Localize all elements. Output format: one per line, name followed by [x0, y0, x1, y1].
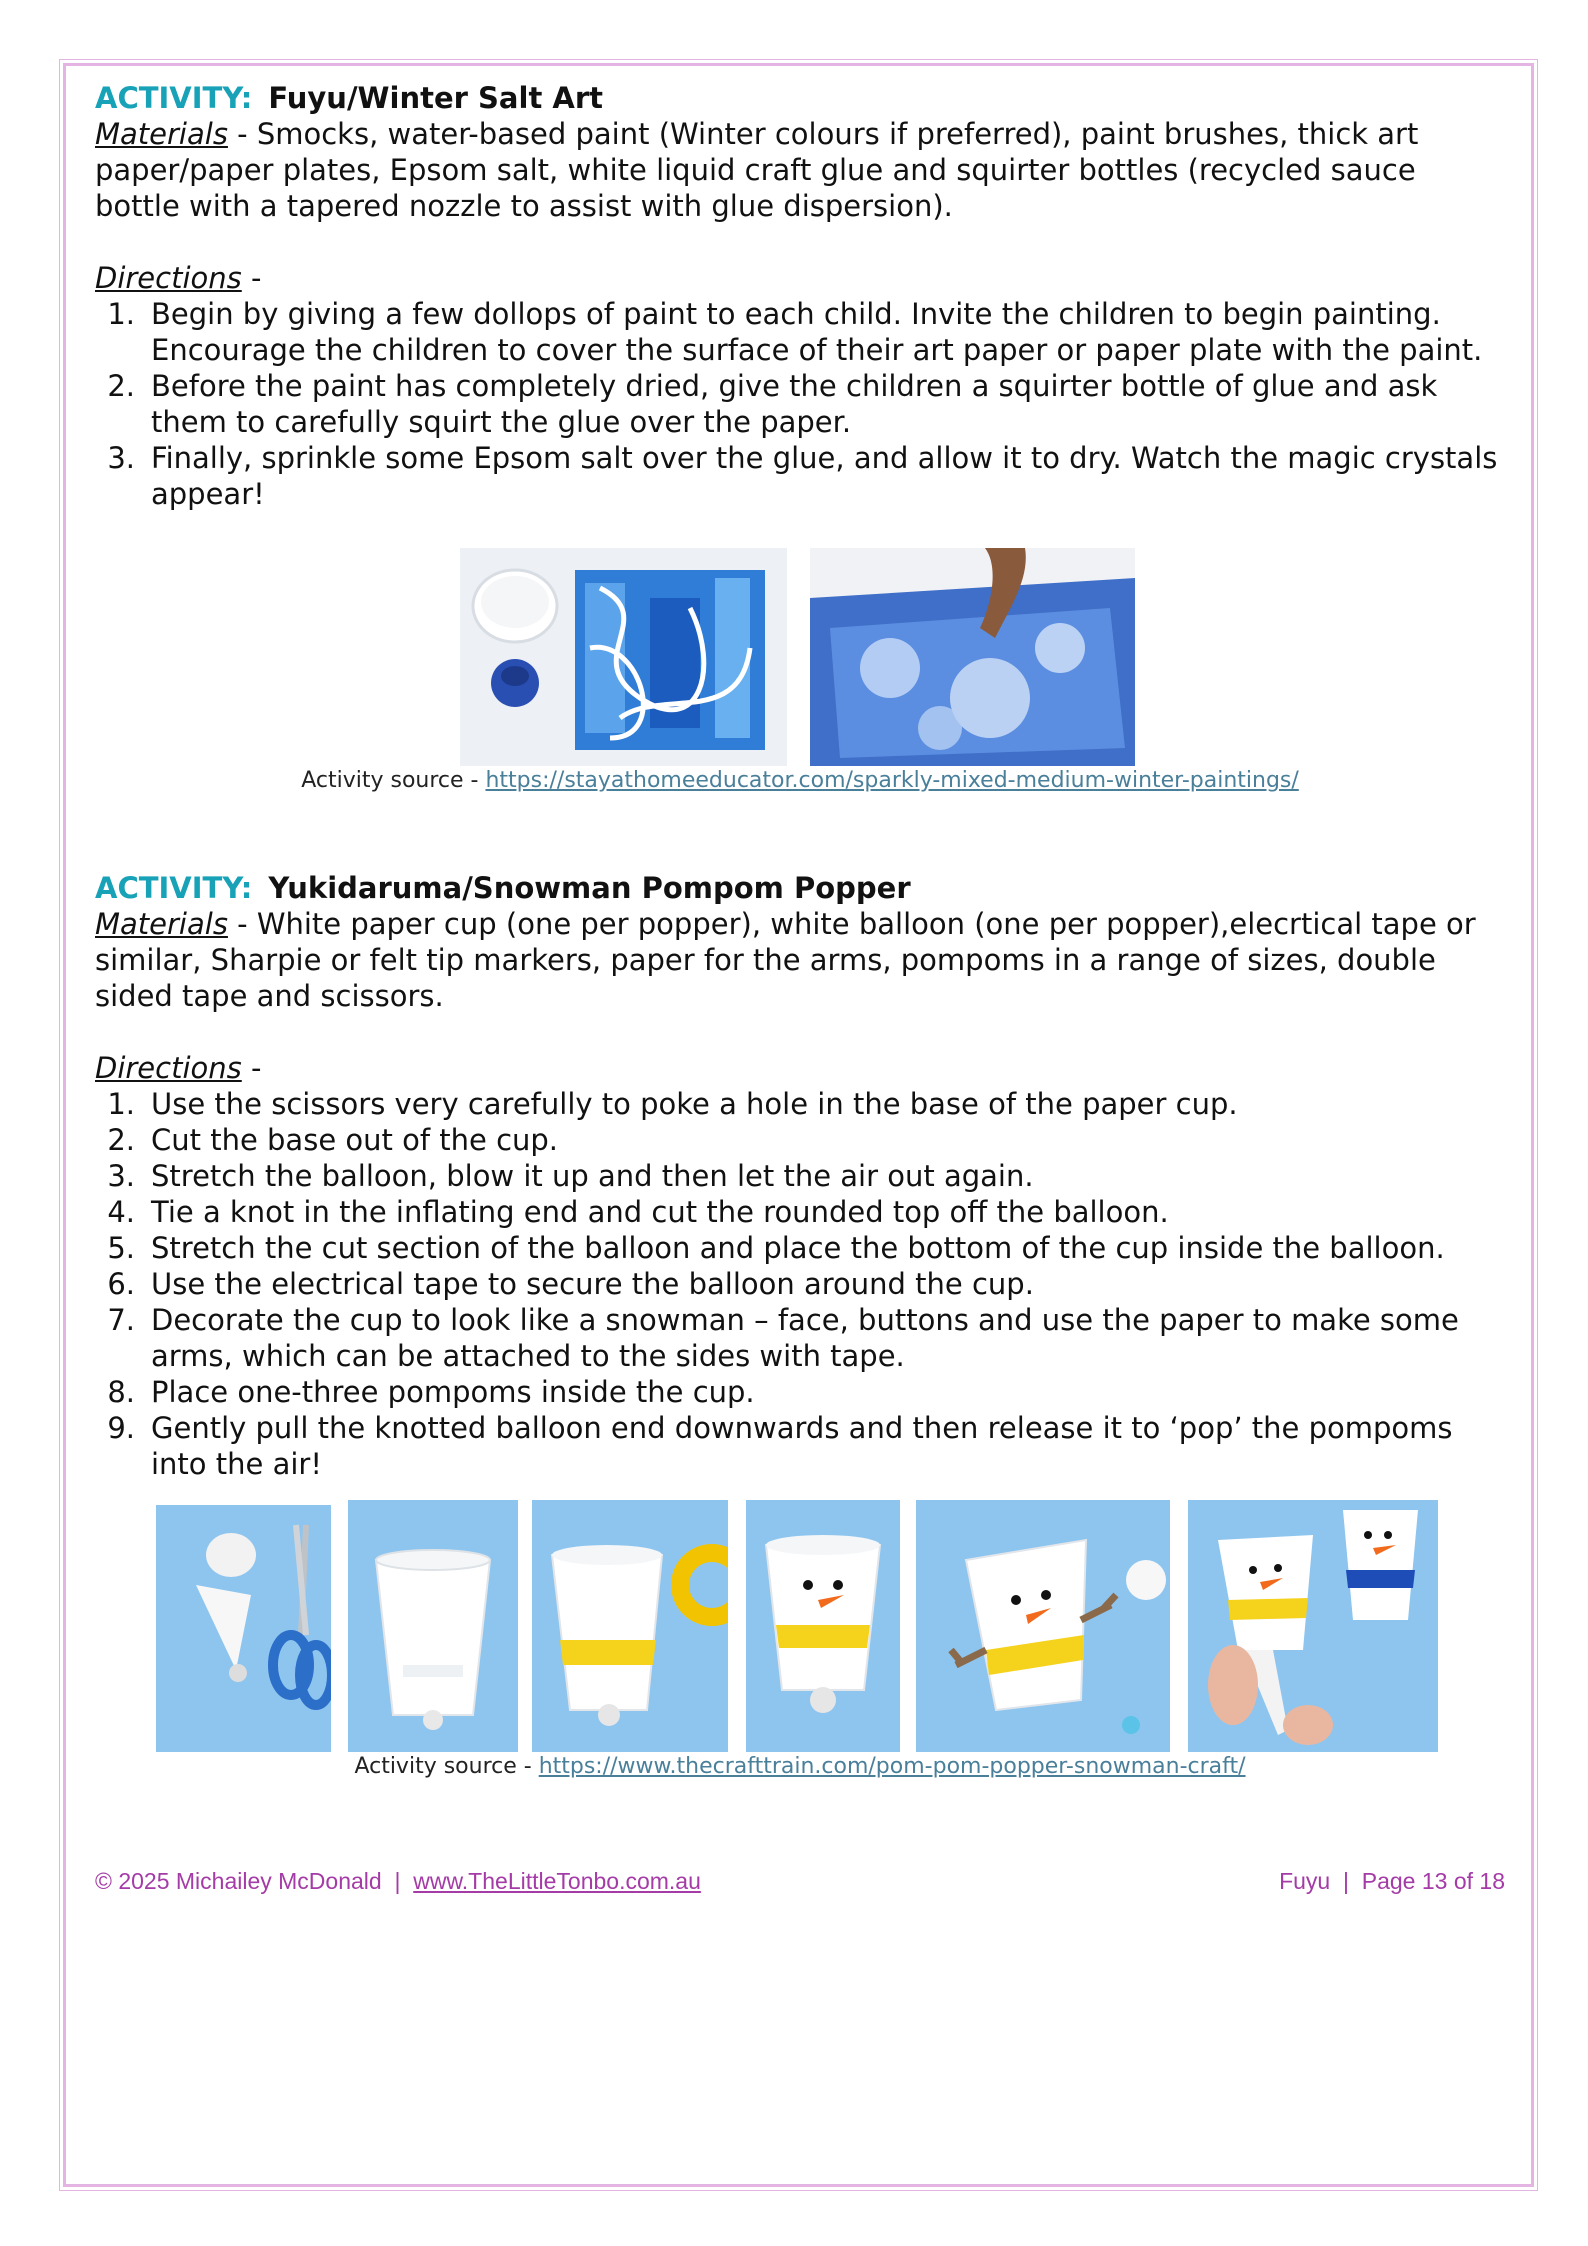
step-number: 8. — [107, 1375, 135, 1409]
direction-step — [95, 1374, 1505, 1410]
activity-source-salt-art: Activity source - https://stayathomeeducator.com/sparkly-mixed-medium-winter-paintings/ — [301, 768, 1299, 793]
step-number: 9. — [107, 1411, 135, 1445]
step-number: 2. — [107, 369, 135, 403]
directions-label: Directions — [95, 1051, 242, 1085]
activity-section-snowman — [95, 870, 1505, 1482]
activity-title: Yukidaruma/Snowman Pompom Popper — [268, 871, 911, 905]
step-number: 3. — [107, 441, 135, 475]
salt-art-illustration — [460, 548, 787, 766]
direction-step — [95, 1266, 1505, 1302]
materials-label: Materials — [95, 907, 228, 941]
footer-website-link[interactable]: www.TheLittleTonbo.com.au — [413, 1868, 701, 1894]
activity-heading-snowman — [95, 870, 1505, 906]
activity-keyword: ACTIVITY: — [95, 871, 253, 905]
direction-step — [95, 296, 1505, 368]
materials-text: - Smocks, water-based paint (Winter colours if preferred), paint brushes, thick art paper/paper plates, Epsom salt, white liquid craft glue and squirter bottles (recycled sauce bottle with a tapered nozzle to assist with glue dispersion). — [95, 117, 1419, 223]
step-photo-tape-cup — [532, 1500, 728, 1752]
step-text: Finally, sprinkle some Epsom salt over the glue, and allow it to dry. Watch the magic crystals appear! — [151, 441, 1498, 511]
step-text: Stretch the cut section of the balloon and place the bottom of the cup inside the balloon. — [151, 1231, 1445, 1265]
step-text: Tie a knot in the inflating end and cut the rounded top off the balloon. — [151, 1195, 1169, 1229]
direction-step — [95, 1158, 1505, 1194]
step-photo-finished-popper — [1188, 1500, 1438, 1752]
directions-heading: Directions - — [95, 1051, 262, 1085]
step-number: 1. — [107, 297, 135, 331]
footer-left — [95, 1868, 701, 1895]
activity-title: Fuyu/Winter Salt Art — [268, 81, 604, 115]
directions-label: Directions — [95, 261, 242, 295]
activity-source-snowman: Activity source - https://www.thecrafttrain.com/pom-pom-popper-snowman-craft/ — [354, 1754, 1246, 1779]
salt-crystals-illustration — [810, 548, 1135, 766]
materials-paragraph — [95, 906, 1505, 1014]
step-text: Stretch the balloon, blow it up and then let the air out again. — [151, 1159, 1034, 1193]
footer-page-info: Fuyu | Page 13 of 18 — [1279, 1868, 1505, 1894]
step-text: Use the electrical tape to secure the balloon around the cup. — [151, 1267, 1034, 1301]
direction-step — [95, 1122, 1505, 1158]
direction-step — [95, 440, 1505, 512]
activity-heading-salt-art — [95, 80, 1505, 116]
salt-art-painting-photo — [460, 548, 787, 766]
step-text: Use the scissors very carefully to poke a hole in the base of the paper cup. — [151, 1087, 1238, 1121]
step-number: 3. — [107, 1159, 135, 1193]
materials-label: Materials — [95, 117, 228, 151]
direction-step — [95, 1302, 1505, 1374]
footer-copyright: © 2025 Michailey McDonald | — [95, 1868, 414, 1894]
step-text: Place one-three pompoms inside the cup. — [151, 1375, 755, 1409]
source-link[interactable]: https://www.thecrafttrain.com/pom-pom-popper-snowman-craft/ — [538, 1754, 1246, 1779]
salt-crystals-photo — [810, 548, 1135, 766]
step-photo-balloon-scissors — [156, 1505, 331, 1752]
step-number: 4. — [107, 1195, 135, 1229]
direction-step — [95, 1086, 1505, 1122]
step-number: 7. — [107, 1303, 135, 1337]
step-text: Begin by giving a few dollops of paint to each child. Invite the children to begin painting. Encourage the children to cover the surface of their art paper or paper plate with the paint. — [151, 297, 1483, 367]
direction-step — [95, 1410, 1505, 1482]
directions-list — [95, 296, 1505, 512]
materials-text: - White paper cup (one per popper), white balloon (one per popper),elecrtical tape or similar, Sharpie or felt tip markers, paper for the arms, pompoms in a range of sizes, double sided tape and scissors. — [95, 907, 1476, 1013]
step-text: Decorate the cup to look like a snowman – face, buttons and use the paper to make some arms, which can be attached to the sides with tape. — [151, 1303, 1459, 1373]
step-text: Cut the base out of the cup. — [151, 1123, 559, 1157]
page-content — [95, 80, 1505, 512]
materials-paragraph — [95, 116, 1505, 224]
step-number: 5. — [107, 1231, 135, 1265]
activity-keyword: ACTIVITY: — [95, 81, 253, 115]
step-number: 1. — [107, 1087, 135, 1121]
step-photo-snowman-face-cup — [746, 1500, 900, 1752]
step-photo-snowman-arms — [916, 1500, 1170, 1752]
directions-heading: Directions - — [95, 261, 262, 295]
direction-step — [95, 368, 1505, 440]
step-number: 2. — [107, 1123, 135, 1157]
step-number: 6. — [107, 1267, 135, 1301]
directions-list — [95, 1086, 1505, 1482]
step-text: Before the paint has completely dried, give the children a squirter bottle of glue and ask them to carefully squirt the glue over the paper. — [151, 369, 1438, 439]
page-footer — [95, 1868, 1505, 1895]
direction-step — [95, 1230, 1505, 1266]
step-text: Gently pull the knotted balloon end downwards and then release it to ‘pop’ the pompoms into the air! — [151, 1411, 1453, 1481]
step-photo-plain-cup — [348, 1500, 518, 1752]
direction-step — [95, 1194, 1505, 1230]
source-link[interactable]: https://stayathomeeducator.com/sparkly-mixed-medium-winter-paintings/ — [485, 768, 1299, 793]
